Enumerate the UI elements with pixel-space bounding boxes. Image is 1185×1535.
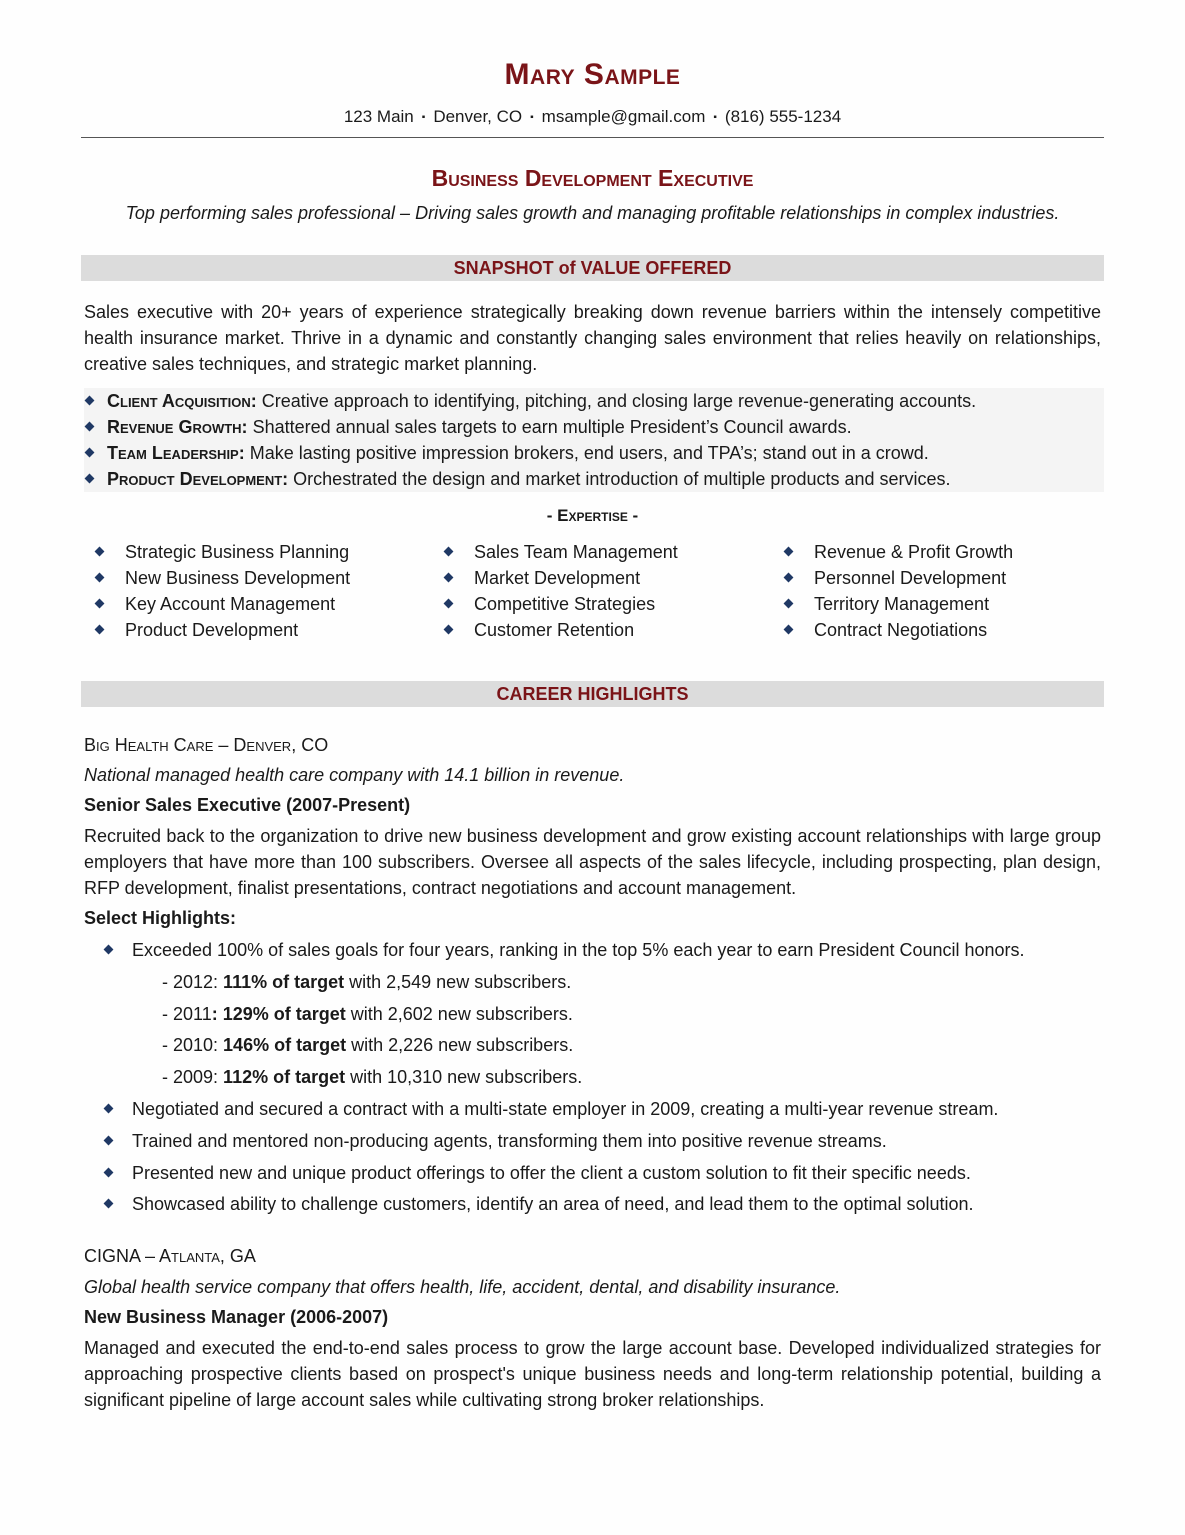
role-summary: Recruited back to the organization to drive new business development and grow existing account relationships with large group employers that have more than 100 subscribers. Oversee all aspects of the sales lifecycle, including prospecting, plan design, RFP development, finalist presentations, contract negotiations and account management. [84, 826, 1101, 898]
diamond-bullet-icon [784, 546, 794, 556]
separator: ▪ [421, 112, 426, 124]
diamond-bullet-icon [444, 598, 454, 608]
tagline: Top performing sales professional – Driving sales growth and managing profitable relationships in complex industries. [125, 203, 1060, 223]
diamond-bullet-icon [784, 598, 794, 608]
diamond-bullet-icon [95, 624, 105, 634]
header-divider [81, 137, 1104, 138]
diamond-bullet-icon [95, 546, 105, 556]
list-item [84, 414, 1104, 440]
item-text: Trained and mentored non-producing agents, transforming them into positive revenue streams. [132, 1131, 887, 1151]
item-text: Exceeded 100% of sales goals for four years, ranking in the top 5% each year to earn President Council honors. [132, 940, 1025, 960]
candidate-name: Mary Sample [504, 58, 681, 91]
list-item [105, 1194, 974, 1215]
item-text: Presented new and unique product offerings to offer the client a custom solution to fit their specific needs. [132, 1163, 971, 1183]
item-label: Team Leadership: [107, 443, 245, 463]
target-percent: : 129% of target [211, 1004, 346, 1024]
diamond-bullet-icon [85, 473, 95, 483]
year: - 2011 [162, 1004, 212, 1024]
list-item [785, 565, 1013, 591]
item-text: Key Account Management [125, 594, 336, 614]
phone: (816) 555-1234 [724, 107, 842, 126]
role-title: Senior Sales Executive (2007-Present) [84, 795, 411, 815]
list-item [96, 617, 350, 643]
contact-line [0, 107, 1185, 127]
item-text: Orchestrated the design and market introduction of multiple products and services. [288, 469, 951, 489]
role-title: New Business Manager (2006-2007) [84, 1307, 389, 1327]
list-item [96, 565, 350, 591]
address: 123 Main [343, 107, 414, 126]
separator: ▪ [530, 112, 534, 124]
target-percent: 112% of target [223, 1067, 346, 1087]
list-item [445, 591, 678, 617]
diamond-bullet-icon [104, 1135, 114, 1145]
item-text: Market Development [474, 568, 641, 588]
list-item [445, 617, 678, 643]
list-item [105, 940, 1025, 961]
item-text: Revenue & Profit Growth [814, 542, 1014, 562]
item-text: Creative approach to identifying, pitching, and closing large revenue-generating accounts. [256, 391, 977, 411]
item-text: Competitive Strategies [474, 594, 656, 614]
item-text: Strategic Business Planning [125, 542, 350, 562]
expertise-heading: - Expertise - [546, 506, 639, 525]
item-label: Product Development: [107, 469, 289, 489]
expertise-column-1 [96, 539, 350, 643]
diamond-bullet-icon [444, 546, 454, 556]
list-item [445, 565, 678, 591]
diamond-bullet-icon [444, 624, 454, 634]
item-text: Shattered annual sales targets to earn multiple President’s Council awards. [247, 417, 852, 437]
diamond-bullet-icon [104, 944, 114, 954]
accomplishments-list [84, 388, 1104, 492]
diamond-bullet-icon [85, 421, 95, 431]
expertise-column-3 [785, 539, 1013, 643]
year: - 2010: [162, 1035, 224, 1055]
separator: ▪ [713, 112, 717, 124]
list-item [96, 539, 350, 565]
diamond-bullet-icon [444, 572, 454, 582]
role-summary: Managed and executed the end-to-end sales process to grow the large account base. Developed individualized strategies for approaching prospective clients based on prospect's unique business needs and long-term relationship potential, building a significant pipeline of large account sales while cultivating strong broker relationships. [84, 1338, 1101, 1410]
diamond-bullet-icon [104, 1103, 114, 1113]
subscribers: with 2,602 new subscribers. [345, 1004, 573, 1024]
subscribers: with 10,310 new subscribers. [345, 1067, 583, 1087]
subscribers: with 2,226 new subscribers. [346, 1035, 574, 1055]
company-name: CIGNA – Atlanta, GA [84, 1246, 256, 1266]
list-item [105, 1163, 971, 1184]
item-text: Product Development [125, 620, 299, 640]
subscribers: with 2,549 new subscribers. [344, 972, 572, 992]
year: - 2012: [162, 972, 224, 992]
diamond-bullet-icon [85, 447, 95, 457]
list-item [84, 466, 1104, 492]
list-item [785, 617, 1013, 643]
expertise-column-2 [445, 539, 678, 643]
city: Denver, CO [433, 107, 523, 126]
year: - 2009: [162, 1067, 224, 1087]
snapshot-summary: Sales executive with 20+ years of experience strategically breaking down revenue barriers within the intensely competitive health insurance market. Thrive in a dynamic and constantly changing sales environment that relies heavily on relationships, creative sales techniques, and strategic market planning. [84, 302, 1101, 374]
diamond-bullet-icon [104, 1198, 114, 1208]
item-text: Contract Negotiations [814, 620, 988, 640]
company-description: National managed health care company with 14.1 billion in revenue. [84, 765, 625, 785]
list-item [84, 388, 1104, 414]
company-description: Global health service company that offers health, life, accident, dental, and disability insurance. [84, 1277, 841, 1297]
item-text: Customer Retention [474, 620, 635, 640]
diamond-bullet-icon [85, 395, 95, 405]
item-text: Personnel Development [814, 568, 1007, 588]
snapshot-heading: SNAPSHOT of VALUE OFFERED [81, 255, 1104, 281]
list-item [96, 591, 350, 617]
item-label: Client Acquisition: [107, 391, 257, 411]
diamond-bullet-icon [95, 572, 105, 582]
list-item [445, 539, 678, 565]
item-text: Negotiated and secured a contract with a multi-state employer in 2009, creating a multi-year revenue stream. [132, 1099, 999, 1119]
item-text: Sales Team Management [474, 542, 678, 562]
diamond-bullet-icon [784, 624, 794, 634]
item-text: Showcased ability to challenge customers, identify an area of need, and lead them to the optimal solution. [132, 1194, 974, 1214]
list-item [105, 1099, 998, 1120]
yearly-result [162, 1035, 573, 1056]
target-percent: 111% of target [223, 972, 345, 992]
target-percent: 146% of target [223, 1035, 347, 1055]
list-item [785, 539, 1013, 565]
yearly-result [162, 1004, 573, 1025]
item-label: Revenue Growth: [107, 417, 248, 437]
diamond-bullet-icon [784, 572, 794, 582]
diamond-bullet-icon [95, 598, 105, 608]
item-text: Make lasting positive impression brokers, end users, and TPA’s; stand out in a crowd. [244, 443, 929, 463]
highlights-label: Select Highlights: [84, 908, 237, 928]
company-name: Big Health Care – Denver, CO [84, 735, 329, 755]
yearly-result [162, 972, 571, 993]
diamond-bullet-icon [104, 1167, 114, 1177]
list-item [105, 1131, 887, 1152]
list-item [785, 591, 1013, 617]
list-item [84, 440, 1104, 466]
yearly-result [162, 1067, 582, 1088]
job-title: Business Development Executive [431, 165, 754, 191]
email: msample@gmail.com [541, 107, 706, 126]
item-text: Territory Management [814, 594, 990, 614]
career-heading: CAREER HIGHLIGHTS [81, 681, 1104, 707]
item-text: New Business Development [125, 568, 351, 588]
